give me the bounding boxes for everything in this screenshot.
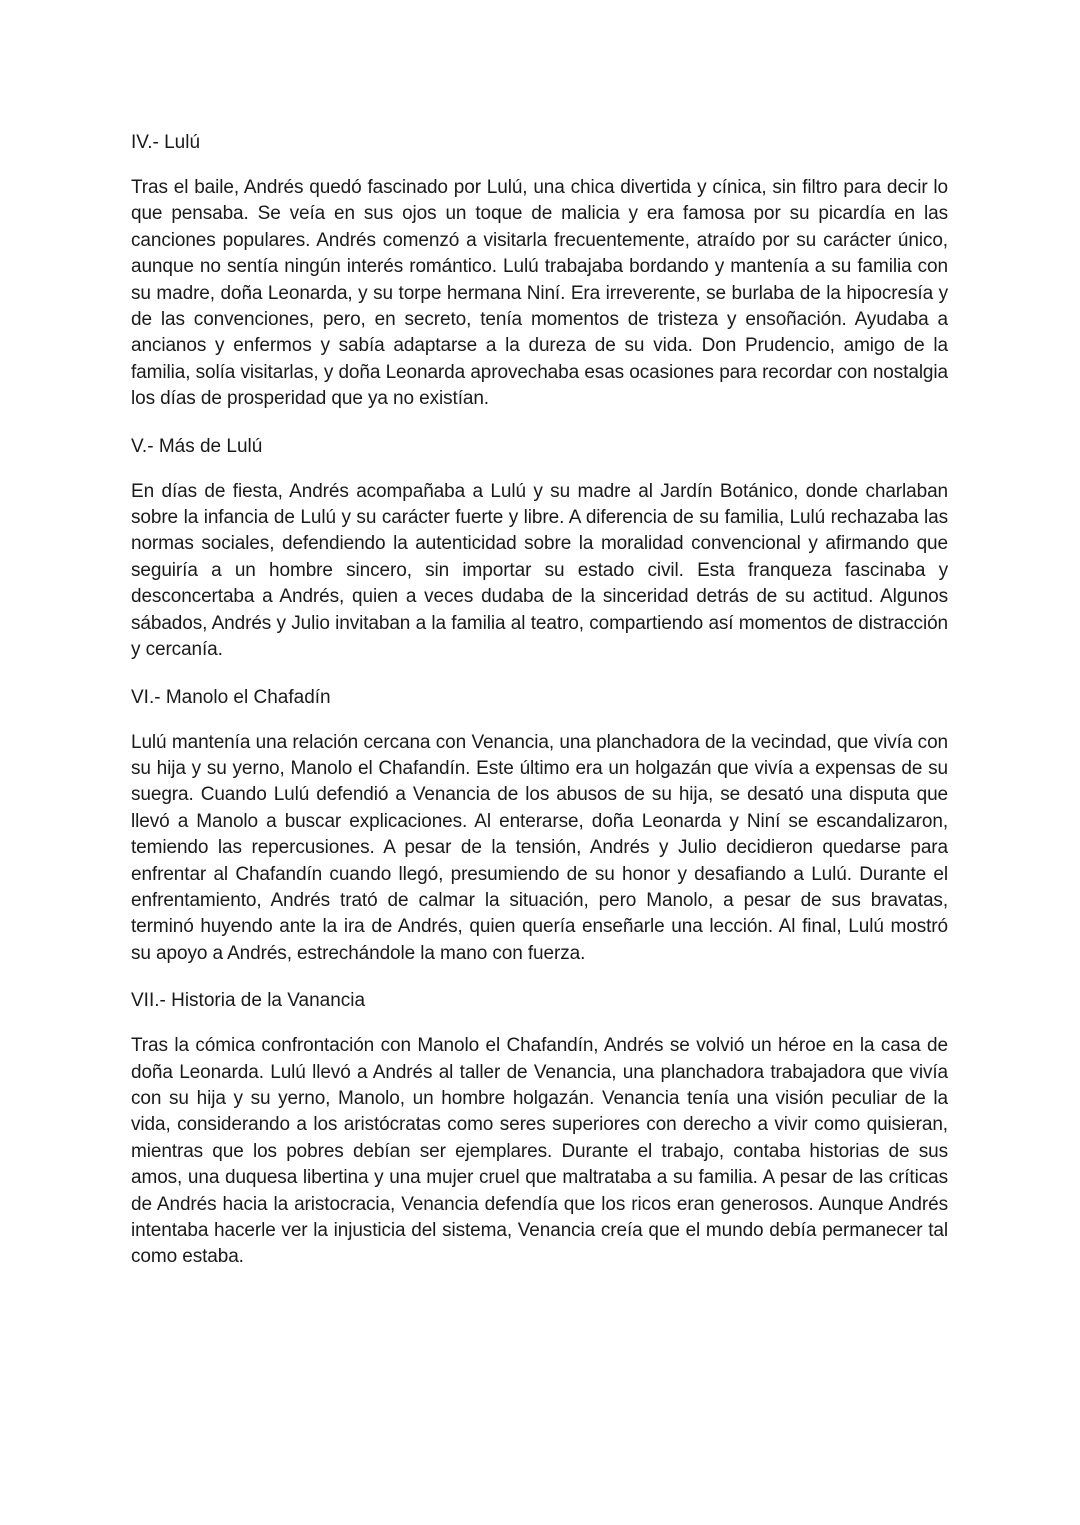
section-paragraph: Lulú mantenía una relación cercana con Venancia, una planchadora de la vecindad, que vivía con su hija y su yerno, Manolo el Chafandín. Este último era un holgazán que vivía a expensas de su suegra. Cuando Lulú defendió a Venancia de los abusos de su hija, se desató una disputa que llevó a Manolo a buscar explicaciones. Al enterarse, doña Leonarda y Niní se escandalizaron, temiendo las repercusiones. A pesar de la tensión, Andrés y Julio decidieron quedarse para enfrentar al Chafandín cuando llegó, presumiendo de su honor y desafiando a Lulú. Durante el enfrentamiento, Andrés trató de calmar la situación, pero Manolo, a pesar de sus bravatas, terminó huyendo ante la ira de Andrés, quien quería enseñarle una lección. Al final, Lulú mostró su apoyo a Andrés, estrechándole la mano con fuerza. <box>131 731 948 964</box>
section-heading: VI.- Manolo el Chafadín <box>131 686 331 708</box>
section-vii-historia-de-la-vanancia <box>131 987 948 1271</box>
section-paragraph: Tras el baile, Andrés quedó fascinado por Lulú, una chica divertida y cínica, sin filtro para decir lo que pensaba. Se veía en sus ojos un toque de malicia y era famosa por su picardía en las canciones populares. Andrés comenzó a visitarla frecuentemente, atraído por su carácter único, aunque no sentía ningún interés romántico. Lulú trabajaba bordando y mantenía a su familia con su madre, doña Leonarda, y su torpe hermana Niní. Era irreverente, se burlaba de la hipocresía y de las convenciones, pero, en secreto, tenía momentos de tristeza y ensoñación. Ayudaba a ancianos y enfermos y sabía adaptarse a la dureza de su vida. Don Prudencio, amigo de la familia, solía visitarlas, y doña Leonarda aprovechaba esas ocasiones para recordar con nostalgia los días de prosperidad que ya no existían. <box>131 177 948 410</box>
section-v-mas-de-lulu <box>131 433 948 664</box>
section-vi-manolo-el-chafadin <box>131 684 948 968</box>
document-page <box>131 129 948 1271</box>
section-paragraph: En días de fiesta, Andrés acompañaba a Lulú y su madre al Jardín Botánico, donde charlaban sobre la infancia de Lulú y su carácter fuerte y libre. A diferencia de su familia, Lulú rechazaba las normas sociales, defendiendo la autenticidad sobre la moralidad convencional y afirmando que seguiría a un hombre sincero, sin importar su estado civil. Esta franqueza fascinaba y desconcertaba a Andrés, quien a veces dudaba de la sinceridad detrás de su actitud. Algunos sábados, Andrés y Julio invitaban a la familia al teatro, compartiendo así momentos de distracción y cercanía. <box>131 480 948 661</box>
section-heading: VII.- Historia de la Vanancia <box>131 990 366 1012</box>
section-iv-lulu <box>131 129 948 413</box>
section-heading: IV.- Lulú <box>131 132 201 153</box>
section-paragraph: Tras la cómica confrontación con Manolo el Chafandín, Andrés se volvió un héroe en la casa de doña Leonarda. Lulú llevó a Andrés al taller de Venancia, una planchadora trabajadora que vivía con su hija y su yerno, Manolo, un hombre holgazán. Venancia tenía una visión peculiar de la vida, considerando a los aristócratas como seres superiores con derecho a vivir como quisieran, mientras que los pobres debían ser ejemplares. Durante el trabajo, contaba historias de sus amos, una duquesa libertina y una mujer cruel que maltrataba a su familia. A pesar de las críticas de Andrés hacia la aristocracia, Venancia defendía que los ricos eran generosos. Aunque Andrés intentaba hacerle ver la injusticia del sistema, Venancia creía que el mundo debía permanecer tal como estaba. <box>131 1035 948 1268</box>
section-heading: V.- Más de Lulú <box>131 435 263 457</box>
